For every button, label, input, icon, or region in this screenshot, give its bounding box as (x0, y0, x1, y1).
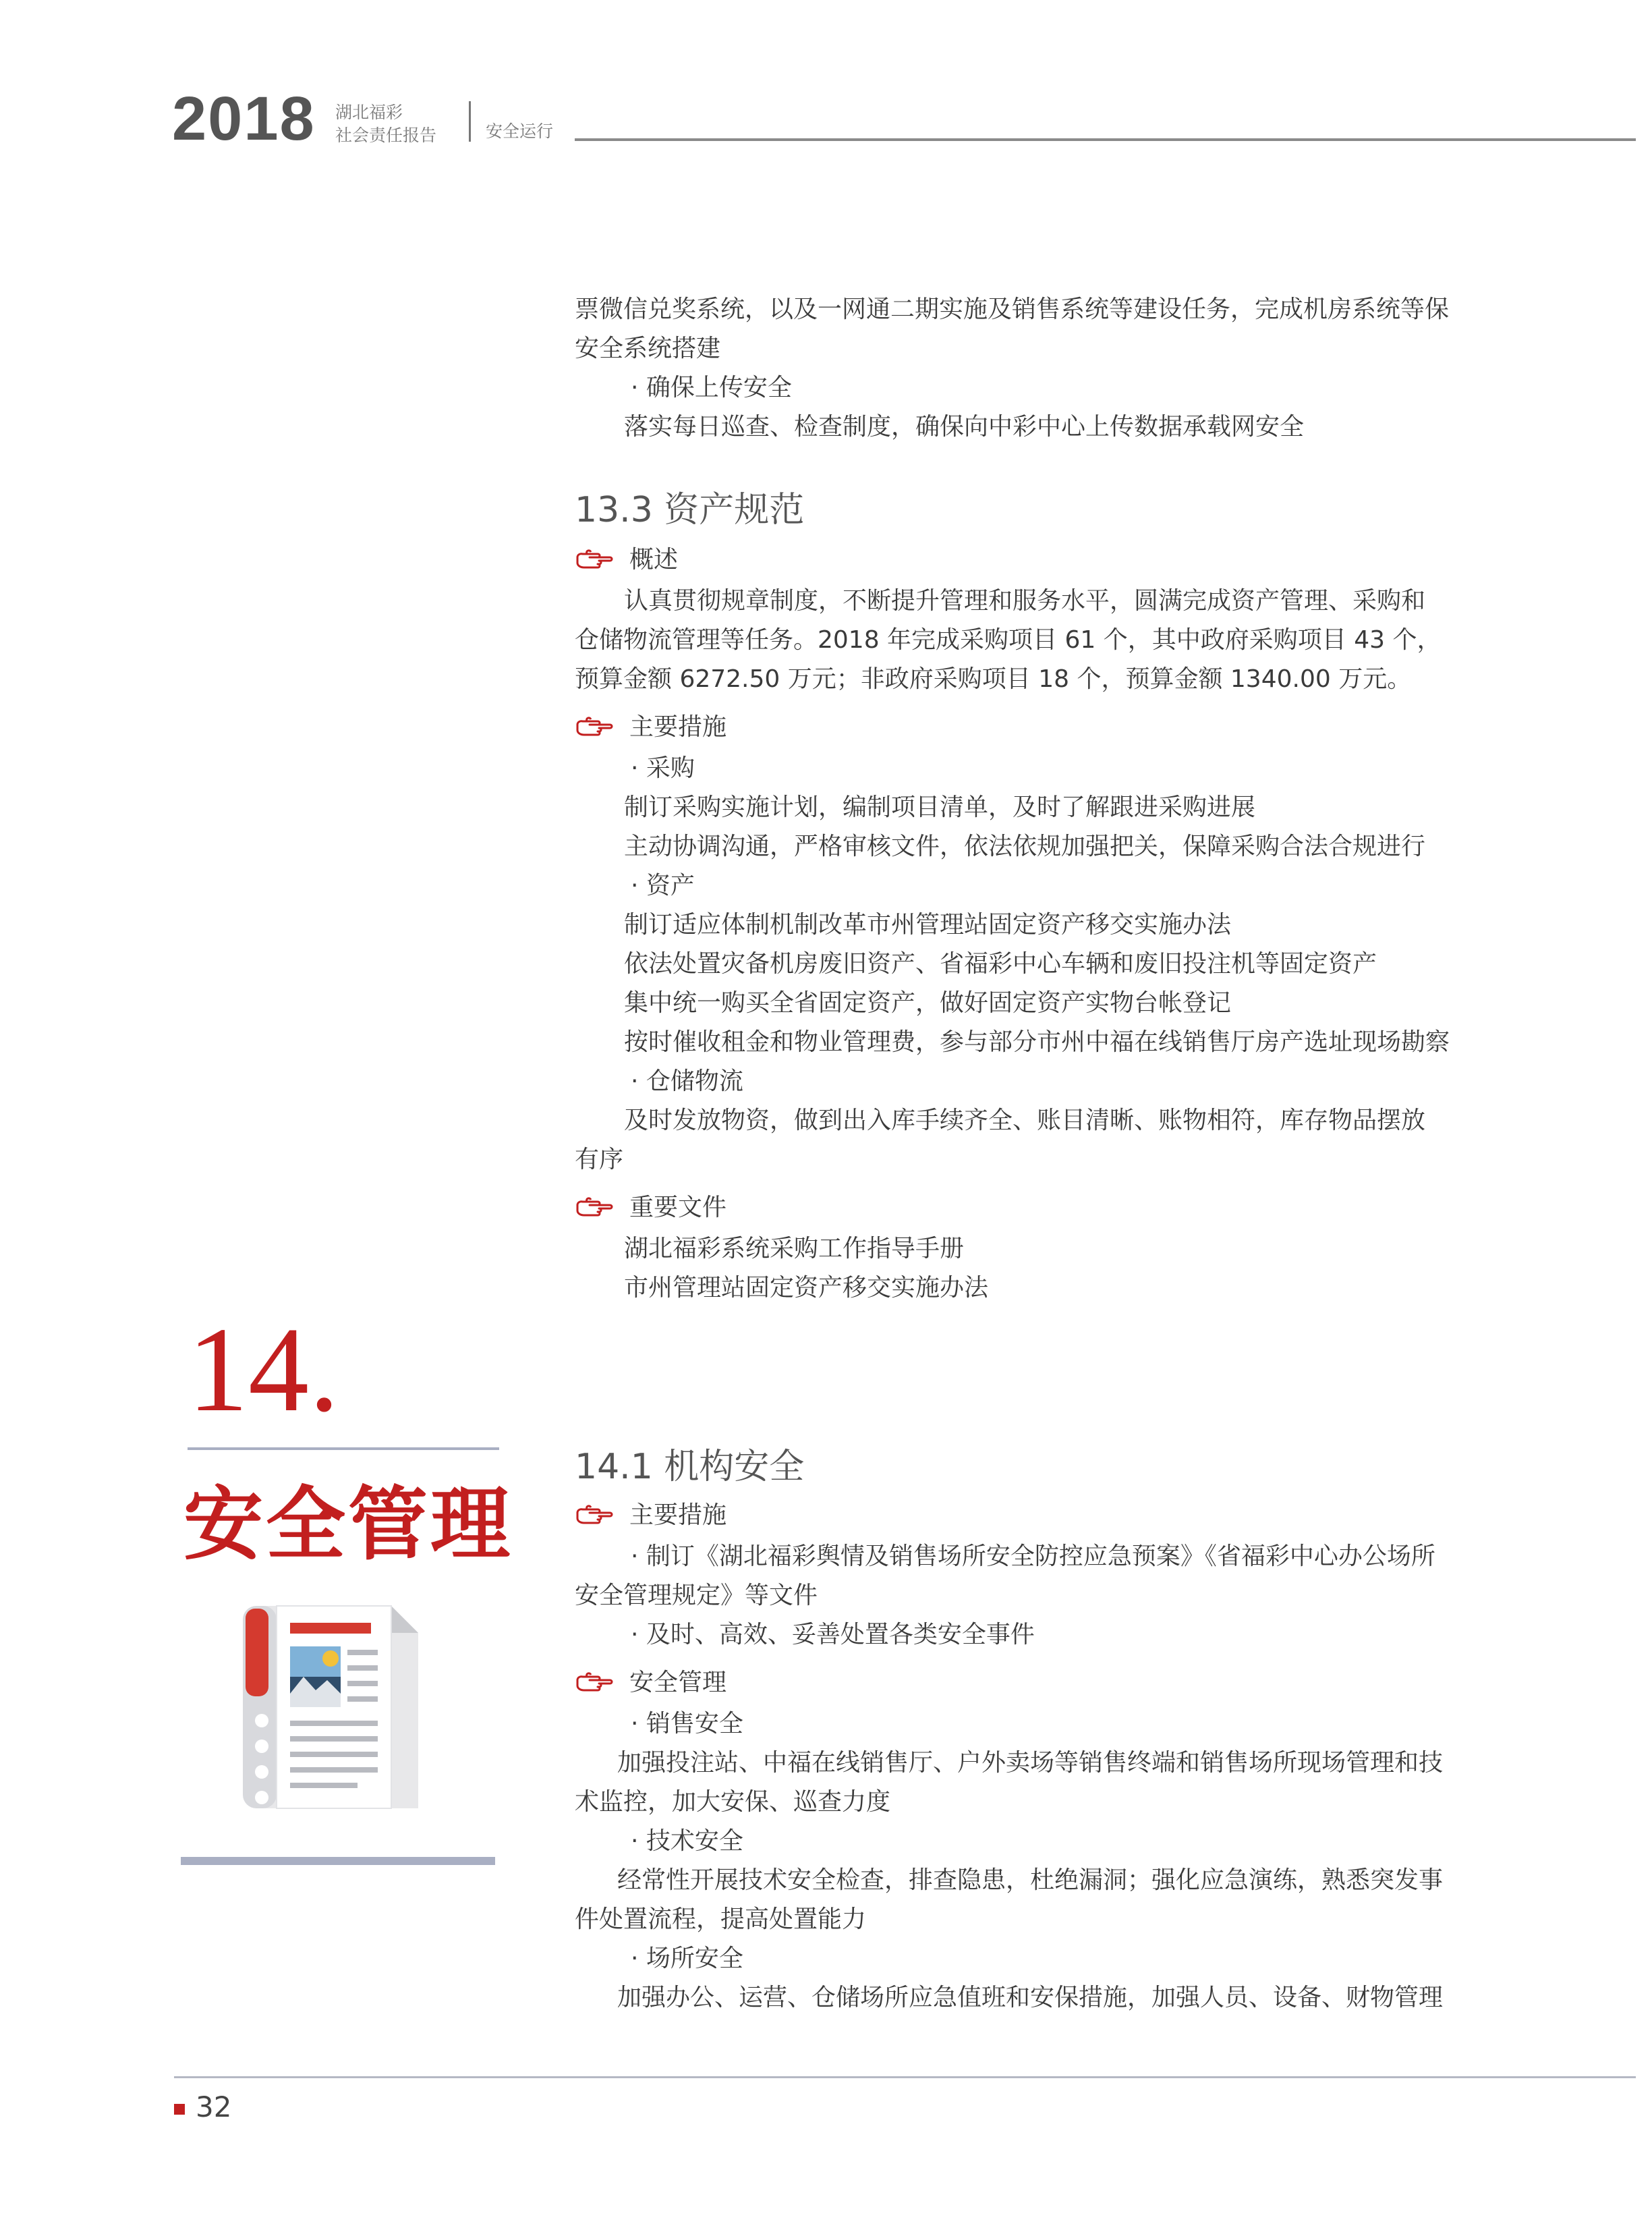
body-line: 票微信兑奖系统，以及一网通二期实施及销售系统等建设任务，完成机房系统等保 (575, 296, 1450, 323)
bullet-item: · 技术安全 (631, 1827, 743, 1855)
bullet-item: · 仓储物流 (631, 1067, 743, 1095)
org-line-2: 社会责任报告 (335, 126, 437, 145)
bullet-item: · 及时、高效、妥善处置各类安全事件 (631, 1621, 1035, 1648)
subsection-label: 概述 (629, 546, 679, 574)
pointing-hand-icon (575, 1503, 615, 1528)
report-org (335, 101, 436, 147)
body-line: 制订适应体制机制改革市州管理站固定资产移交实施办法 (624, 911, 1232, 939)
bullet-item: · 资产 (631, 872, 695, 899)
page-number: 32 (196, 2090, 232, 2123)
body-line: 安全系统搭建 (575, 335, 721, 362)
chapter-title: 安全管理 (183, 1477, 513, 1571)
chapter-rule-top (188, 1447, 499, 1450)
bullet-item: · 采购 (631, 754, 695, 782)
pointing-hand-icon (575, 1196, 615, 1220)
page-marker (174, 2104, 185, 2115)
body-line: 有序 (575, 1146, 624, 1173)
section-heading: 14.1 机构安全 (575, 1447, 805, 1487)
body-line: 加强投注站、中福在线销售厅、户外卖场等销售终端和销售场所现场管理和技 (617, 1749, 1444, 1777)
magazine-icon (236, 1592, 425, 1822)
body-line: 预算金额 6272.50 万元；非政府采购项目 18 个，预算金额 1340.00 万元。 (575, 665, 1412, 693)
body-line: 主动协调沟通，严格审核文件，依法依规加强把关，保障采购合法合规进行 (624, 833, 1426, 860)
subsection-label: 安全管理 (629, 1669, 727, 1696)
body-line: 安全管理规定》等文件 (575, 1582, 818, 1609)
body-line: 按时催收租金和物业管理费，参与部分市州中福在线销售厅房产选址现场勘察 (624, 1028, 1450, 1056)
body-line: 及时发放物资，做到出入库手续齐全、账目清晰、账物相符，库存物品摆放 (624, 1107, 1426, 1134)
body-line: 经常性开展技术安全检查，排查隐患，杜绝漏洞；强化应急演练，熟悉突发事 (617, 1866, 1444, 1894)
report-year: 2018 (172, 84, 316, 153)
document-item: 湖北福彩系统采购工作指导手册 (624, 1235, 965, 1262)
pointing-hand-icon (575, 1671, 615, 1695)
chapter-number: 14. (188, 1302, 339, 1437)
body-line: 件处置流程，提高处置能力 (575, 1905, 867, 1933)
body-line: 落实每日巡查、检查制度，确保向中彩中心上传数据承载网安全 (624, 413, 1305, 441)
subsection-label: 重要文件 (629, 1194, 727, 1221)
subsection-label: 主要措施 (629, 1501, 727, 1529)
body-line: 依法处置灾备机房废旧资产、省福彩中心车辆和废旧投注机等固定资产 (624, 950, 1377, 978)
section-name: 安全运行 (486, 121, 554, 141)
header-divider (469, 101, 471, 142)
bullet-item: · 场所安全 (631, 1945, 743, 1972)
pointing-hand-icon (575, 548, 615, 572)
body-line: 仓储物流管理等任务。2018 年完成采购项目 61 个，其中政府采购项目 43 个， (575, 626, 1442, 654)
bullet-item: · 制订《湖北福彩舆情及销售场所安全防控应急预案》《省福彩中心办公场所 (631, 1542, 1435, 1570)
bullet-item: · 销售安全 (631, 1710, 743, 1737)
bullet-item: · 确保上传安全 (631, 374, 792, 401)
chapter-rule-bottom (181, 1857, 495, 1865)
body-line: 认真贯彻规章制度，不断提升管理和服务水平，圆满完成资产管理、采购和 (624, 587, 1426, 615)
org-line-1: 湖北福彩 (335, 103, 403, 122)
pointing-hand-icon (575, 715, 615, 740)
section-heading: 13.3 资产规范 (575, 490, 805, 530)
footer-rule (174, 2076, 1636, 2078)
body-line: 加强办公、运营、仓储场所应急值班和安保措施，加强人员、设备、财物管理 (617, 1984, 1444, 2011)
body-line: 制订采购实施计划，编制项目清单，及时了解跟进采购进展 (624, 794, 1256, 821)
document-item: 市州管理站固定资产移交实施办法 (624, 1274, 989, 1302)
header-rule (575, 138, 1636, 141)
body-line: 术监控，加大安保、巡查力度 (575, 1788, 891, 1816)
subsection-label: 主要措施 (629, 713, 727, 741)
body-line: 集中统一购买全省固定资产，做好固定资产实物台帐登记 (624, 989, 1232, 1017)
